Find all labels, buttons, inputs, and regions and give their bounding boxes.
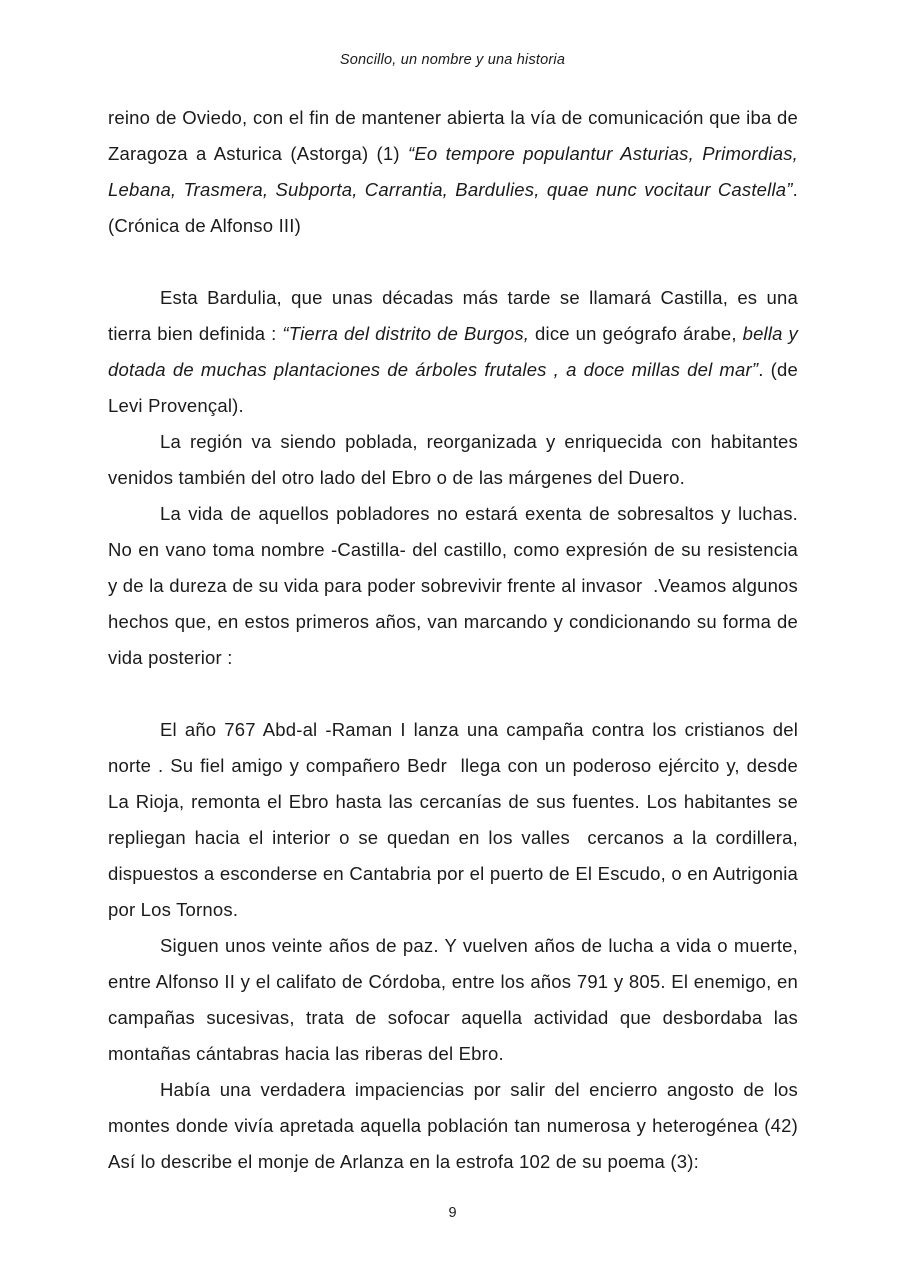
text-run: Había una verdadera impaciencias por salir del encierro angosto de los montes donde vivía apretada aquella población tan numerosa y heterogénea (42) Así lo describe el monje de Arlanza en la estrofa 102 de su poema (3): <box>108 1079 804 1172</box>
text-run: . (Crónica de Alfonso III) <box>108 179 804 236</box>
paragraph <box>108 496 804 676</box>
text-run: Siguen unos veinte años de paz. Y vuelven años de lucha a vida o muerte, entre Alfonso II y el califato de Córdoba, entre los años 791 y 805. El enemigo, en campañas sucesivas, trata de sofocar aquella actividad que desbordaba las montañas cántabras hacia las riberas del Ebro. <box>108 935 804 1064</box>
paragraph <box>108 1072 804 1180</box>
text-run: Esta Bardulia, que unas décadas más tarde se llamará Castilla, es una tierra bien definida : <box>108 287 804 344</box>
text-run: dice un geógrafo árabe, <box>529 323 743 344</box>
text-run: . (de Levi Provençal). <box>108 359 804 416</box>
page-number: 9 <box>448 1205 457 1221</box>
page-body <box>108 100 804 1180</box>
paragraph <box>108 100 804 244</box>
running-header: Soncillo, un nombre y una historia <box>339 52 566 68</box>
paragraph <box>108 280 804 424</box>
paragraph <box>108 928 804 1072</box>
italic-run: “Tierra del distrito de Burgos, <box>282 323 530 344</box>
paragraph <box>108 424 804 496</box>
paragraph <box>108 712 804 928</box>
italic-run: “Eo tempore populantur Asturias, Primordias, Lebana, Trasmera, Subporta, Carrantia, Bardulies, quae nunc vocitaur Castella” <box>108 143 804 200</box>
text-run: La región va siendo poblada, reorganizada y enriquecida con habitantes venidos también del otro lado del Ebro o de las márgenes del Duero. <box>108 431 804 488</box>
italic-run: bella y dotada de muchas plantaciones de árboles frutales , a doce millas del mar” <box>108 323 804 380</box>
text-run: El año 767 Abd-al -Raman I lanza una campaña contra los cristianos del norte . Su fiel amigo y compañero Bedr llega con un poderoso ejército y, desde La Rioja, remonta el Ebro hasta las cercanías de sus fuentes. Los habitantes se repliegan hacia el interior o se quedan en los valles cercanos a la cordillera, dispuestos a esconderse en Cantabria por el puerto de El Escudo, o en Autrigonia por Los Tornos. <box>108 719 804 920</box>
text-run: reino de Oviedo, con el fin de mantener abierta la vía de comunicación que iba de Zaragoza a Asturica (Astorga) (1) <box>108 107 804 164</box>
text-run: La vida de aquellos pobladores no estará exenta de sobresaltos y luchas. No en vano toma nombre -Castilla- del castillo, como expresión de su resistencia y de la dureza de su vida para poder sobrevivir frente al invasor .Veamos algunos hechos que, en estos primeros años, van marcando y condicionando su forma de vida posterior : <box>108 503 804 668</box>
